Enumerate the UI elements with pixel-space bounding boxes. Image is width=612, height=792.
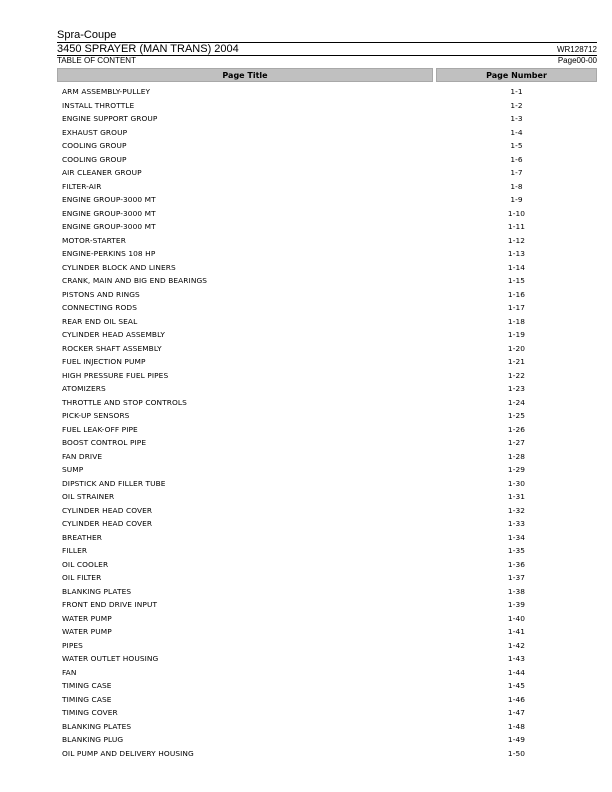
- table-row[interactable]: [57, 544, 597, 558]
- row-page-number: 1-35: [507, 546, 526, 555]
- row-page-number: 1-17: [507, 303, 526, 312]
- row-title: OIL STRAINER: [62, 492, 115, 501]
- row-page-number: 1-4: [510, 127, 523, 137]
- row-page-number: 1-1: [510, 87, 523, 96]
- row-title: HIGH PRESSURE FUEL PIPES: [62, 370, 169, 380]
- row-title: TIMING CASE: [62, 694, 112, 704]
- row-title: ENGINE GROUP-3000 MT: [62, 195, 156, 204]
- table-row[interactable]: [57, 328, 597, 342]
- row-title: TIMING COVER: [62, 708, 118, 717]
- row-title: TIMING CASE: [62, 681, 112, 690]
- table-row[interactable]: [57, 288, 597, 302]
- document-code: WR128712: [556, 45, 597, 54]
- table-row[interactable]: [57, 517, 597, 531]
- row-page-number: 1-13: [507, 249, 526, 258]
- row-title: ENGINE GROUP-3000 MT: [62, 222, 156, 231]
- table-row[interactable]: [57, 571, 597, 585]
- row-page-number: 1-28: [507, 451, 526, 461]
- row-page-number: 1-42: [507, 640, 526, 650]
- table-row[interactable]: [57, 652, 597, 666]
- row-title: CONNECTING RODS: [62, 303, 137, 312]
- row-page-number: 1-29: [507, 465, 526, 474]
- row-title: CYLINDER HEAD ASSEMBLY: [62, 330, 165, 339]
- table-row[interactable]: [57, 436, 597, 450]
- row-page-number: 1-26: [507, 424, 526, 434]
- table-row[interactable]: [57, 504, 597, 518]
- row-page-number: 1-10: [507, 208, 526, 218]
- row-title: COOLING GROUP: [62, 141, 127, 150]
- row-page-number: 1-44: [507, 667, 526, 677]
- table-row[interactable]: [57, 166, 597, 180]
- row-page-number: 1-30: [507, 478, 526, 488]
- table-header: [57, 68, 597, 82]
- table-row[interactable]: [57, 409, 597, 423]
- title-row: [57, 42, 597, 55]
- row-title: DIPSTICK AND FILLER TUBE: [62, 478, 166, 488]
- toc-table: [57, 85, 597, 760]
- row-page-number: 1-15: [507, 276, 526, 285]
- row-title: WATER PUMP: [62, 613, 112, 623]
- row-title: CRANK, MAIN AND BIG END BEARINGS: [62, 276, 208, 285]
- row-title: BOOST CONTROL PIPE: [62, 438, 147, 447]
- row-page-number: 1-14: [507, 262, 526, 272]
- row-page-number: 1-11: [507, 222, 526, 231]
- row-title: MOTOR-STARTER: [62, 235, 126, 245]
- row-title: WATER PUMP: [62, 627, 112, 636]
- row-page-number: 1-49: [507, 735, 526, 744]
- row-title: OIL PUMP AND DELIVERY HOUSING: [62, 748, 194, 758]
- document-header: [57, 29, 597, 65]
- table-row[interactable]: [57, 639, 597, 653]
- table-row[interactable]: [57, 531, 597, 545]
- row-title: THROTTLE AND STOP CONTROLS: [62, 397, 187, 407]
- row-title: FUEL LEAK-OFF PIPE: [62, 424, 138, 434]
- row-page-number: 1-25: [507, 411, 526, 420]
- table-row[interactable]: [57, 720, 597, 734]
- row-page-number: 1-50: [507, 748, 526, 758]
- row-page-number: 1-38: [507, 586, 526, 596]
- table-row[interactable]: [57, 679, 597, 693]
- table-row[interactable]: [57, 126, 597, 140]
- row-title: FILLER: [62, 546, 88, 555]
- table-row[interactable]: [57, 342, 597, 356]
- row-page-number: 1-7: [510, 168, 523, 177]
- row-page-number: 1-21: [507, 357, 526, 366]
- row-title: CYLINDER HEAD COVER: [62, 519, 153, 528]
- row-page-number: 1-12: [507, 235, 526, 245]
- row-title: FRONT END DRIVE INPUT: [62, 600, 158, 609]
- row-title: OIL FILTER: [62, 573, 102, 582]
- row-title: SUMP: [62, 465, 84, 474]
- table-row[interactable]: [57, 396, 597, 410]
- table-row[interactable]: [57, 733, 597, 747]
- table-row[interactable]: [57, 153, 597, 167]
- table-row[interactable]: [57, 585, 597, 599]
- table-row[interactable]: [57, 463, 597, 477]
- row-title: ENGINE SUPPORT GROUP: [62, 114, 158, 123]
- table-row[interactable]: [57, 693, 597, 707]
- row-page-number: 1-23: [507, 384, 526, 393]
- table-row[interactable]: [57, 477, 597, 491]
- row-title: ARM ASSEMBLY-PULLEY: [62, 87, 151, 96]
- row-page-number: 1-20: [507, 343, 526, 353]
- table-row[interactable]: [57, 369, 597, 383]
- row-title: ENGINE GROUP-3000 MT: [62, 208, 156, 218]
- row-page-number: 1-3: [510, 114, 523, 123]
- row-title: COOLING GROUP: [62, 154, 127, 164]
- table-row[interactable]: [57, 706, 597, 720]
- table-row[interactable]: [57, 247, 597, 261]
- row-page-number: 1-31: [507, 492, 526, 501]
- row-page-number: 1-36: [507, 559, 526, 569]
- row-page-number: 1-16: [507, 289, 526, 299]
- row-title: PICK-UP SENSORS: [62, 411, 130, 420]
- row-title: BLANKING PLATES: [62, 586, 132, 596]
- row-title: INSTALL THROTTLE: [62, 100, 135, 110]
- row-title: ENGINE-PERKINS 108 HP: [62, 249, 156, 258]
- row-title: AIR CLEANER GROUP: [62, 168, 142, 177]
- row-page-number: 1-47: [507, 708, 526, 717]
- table-row[interactable]: [57, 301, 597, 315]
- table-row[interactable]: [57, 261, 597, 275]
- row-page-number: 1-18: [507, 316, 526, 326]
- row-title: PISTONS AND RINGS: [62, 289, 140, 299]
- table-row[interactable]: [57, 139, 597, 153]
- table-row[interactable]: [57, 625, 597, 639]
- row-page-number: 1-34: [507, 532, 526, 542]
- row-title: BLANKING PLATES: [62, 721, 132, 731]
- row-page-number: 1-32: [507, 505, 526, 515]
- row-title: FUEL INJECTION PUMP: [62, 357, 146, 366]
- row-page-number: 1-46: [507, 694, 526, 704]
- row-title: FILTER-AIR: [62, 181, 102, 191]
- row-page-number: 1-40: [507, 613, 526, 623]
- table-row[interactable]: [57, 274, 597, 288]
- row-title: CYLINDER BLOCK AND LINERS: [62, 262, 176, 272]
- table-row[interactable]: [57, 220, 597, 234]
- row-title: PIPES: [62, 640, 83, 650]
- row-page-number: 1-5: [510, 141, 523, 150]
- row-page-number: 1-43: [507, 654, 526, 663]
- row-title: BLANKING PLUG: [62, 735, 124, 744]
- brand-name: Spra-Coupe: [57, 29, 117, 41]
- row-page-number: 1-6: [510, 154, 523, 164]
- row-title: FAN DRIVE: [62, 451, 103, 461]
- row-title: CYLINDER HEAD COVER: [62, 505, 153, 515]
- document-title: 3450 SPRAYER (MAN TRANS) 2004: [57, 43, 239, 55]
- row-title: OIL COOLER: [62, 559, 109, 569]
- row-page-number: 1-2: [510, 100, 523, 110]
- row-page-number: 1-24: [507, 397, 526, 407]
- row-page-number: 1-37: [507, 573, 526, 582]
- table-row[interactable]: [57, 355, 597, 369]
- table-row[interactable]: [57, 112, 597, 126]
- column-header-title: Page Title: [57, 68, 433, 82]
- row-title: EXHAUST GROUP: [62, 127, 128, 137]
- row-page-number: 1-27: [507, 438, 526, 447]
- table-row[interactable]: [57, 747, 597, 761]
- row-title: ATOMIZERS: [62, 384, 106, 393]
- row-title: ROCKER SHAFT ASSEMBLY: [62, 343, 162, 353]
- table-row[interactable]: [57, 315, 597, 329]
- row-page-number: 1-48: [507, 721, 526, 731]
- table-row[interactable]: [57, 234, 597, 248]
- row-title: BREATHER: [62, 532, 103, 542]
- row-page-number: 1-22: [507, 370, 526, 380]
- table-row[interactable]: [57, 193, 597, 207]
- row-page-number: 1-19: [507, 330, 526, 339]
- row-page-number: 1-33: [507, 519, 526, 528]
- toc-label: TABLE OF CONTENT: [57, 56, 136, 65]
- table-row[interactable]: [57, 450, 597, 464]
- row-page-number: 1-41: [507, 627, 526, 636]
- table-row[interactable]: [57, 558, 597, 572]
- row-title: WATER OUTLET HOUSING: [62, 654, 159, 663]
- row-title: FAN: [62, 667, 77, 677]
- table-row[interactable]: [57, 490, 597, 504]
- row-page-number: 1-9: [510, 195, 523, 204]
- column-header-number: Page Number: [436, 68, 597, 82]
- table-row[interactable]: [57, 99, 597, 113]
- row-page-number: 1-39: [507, 600, 526, 609]
- table-row[interactable]: [57, 666, 597, 680]
- table-row[interactable]: [57, 423, 597, 437]
- row-page-number: 1-45: [507, 681, 526, 690]
- table-row[interactable]: [57, 180, 597, 194]
- row-title: REAR END OIL SEAL: [62, 316, 138, 326]
- table-row[interactable]: [57, 598, 597, 612]
- table-row[interactable]: [57, 612, 597, 626]
- table-row[interactable]: [57, 207, 597, 221]
- table-row[interactable]: [57, 85, 597, 99]
- table-row[interactable]: [57, 382, 597, 396]
- row-page-number: 1-8: [510, 181, 523, 191]
- toc-row: [57, 55, 597, 65]
- page-label: Page00-00: [557, 56, 597, 65]
